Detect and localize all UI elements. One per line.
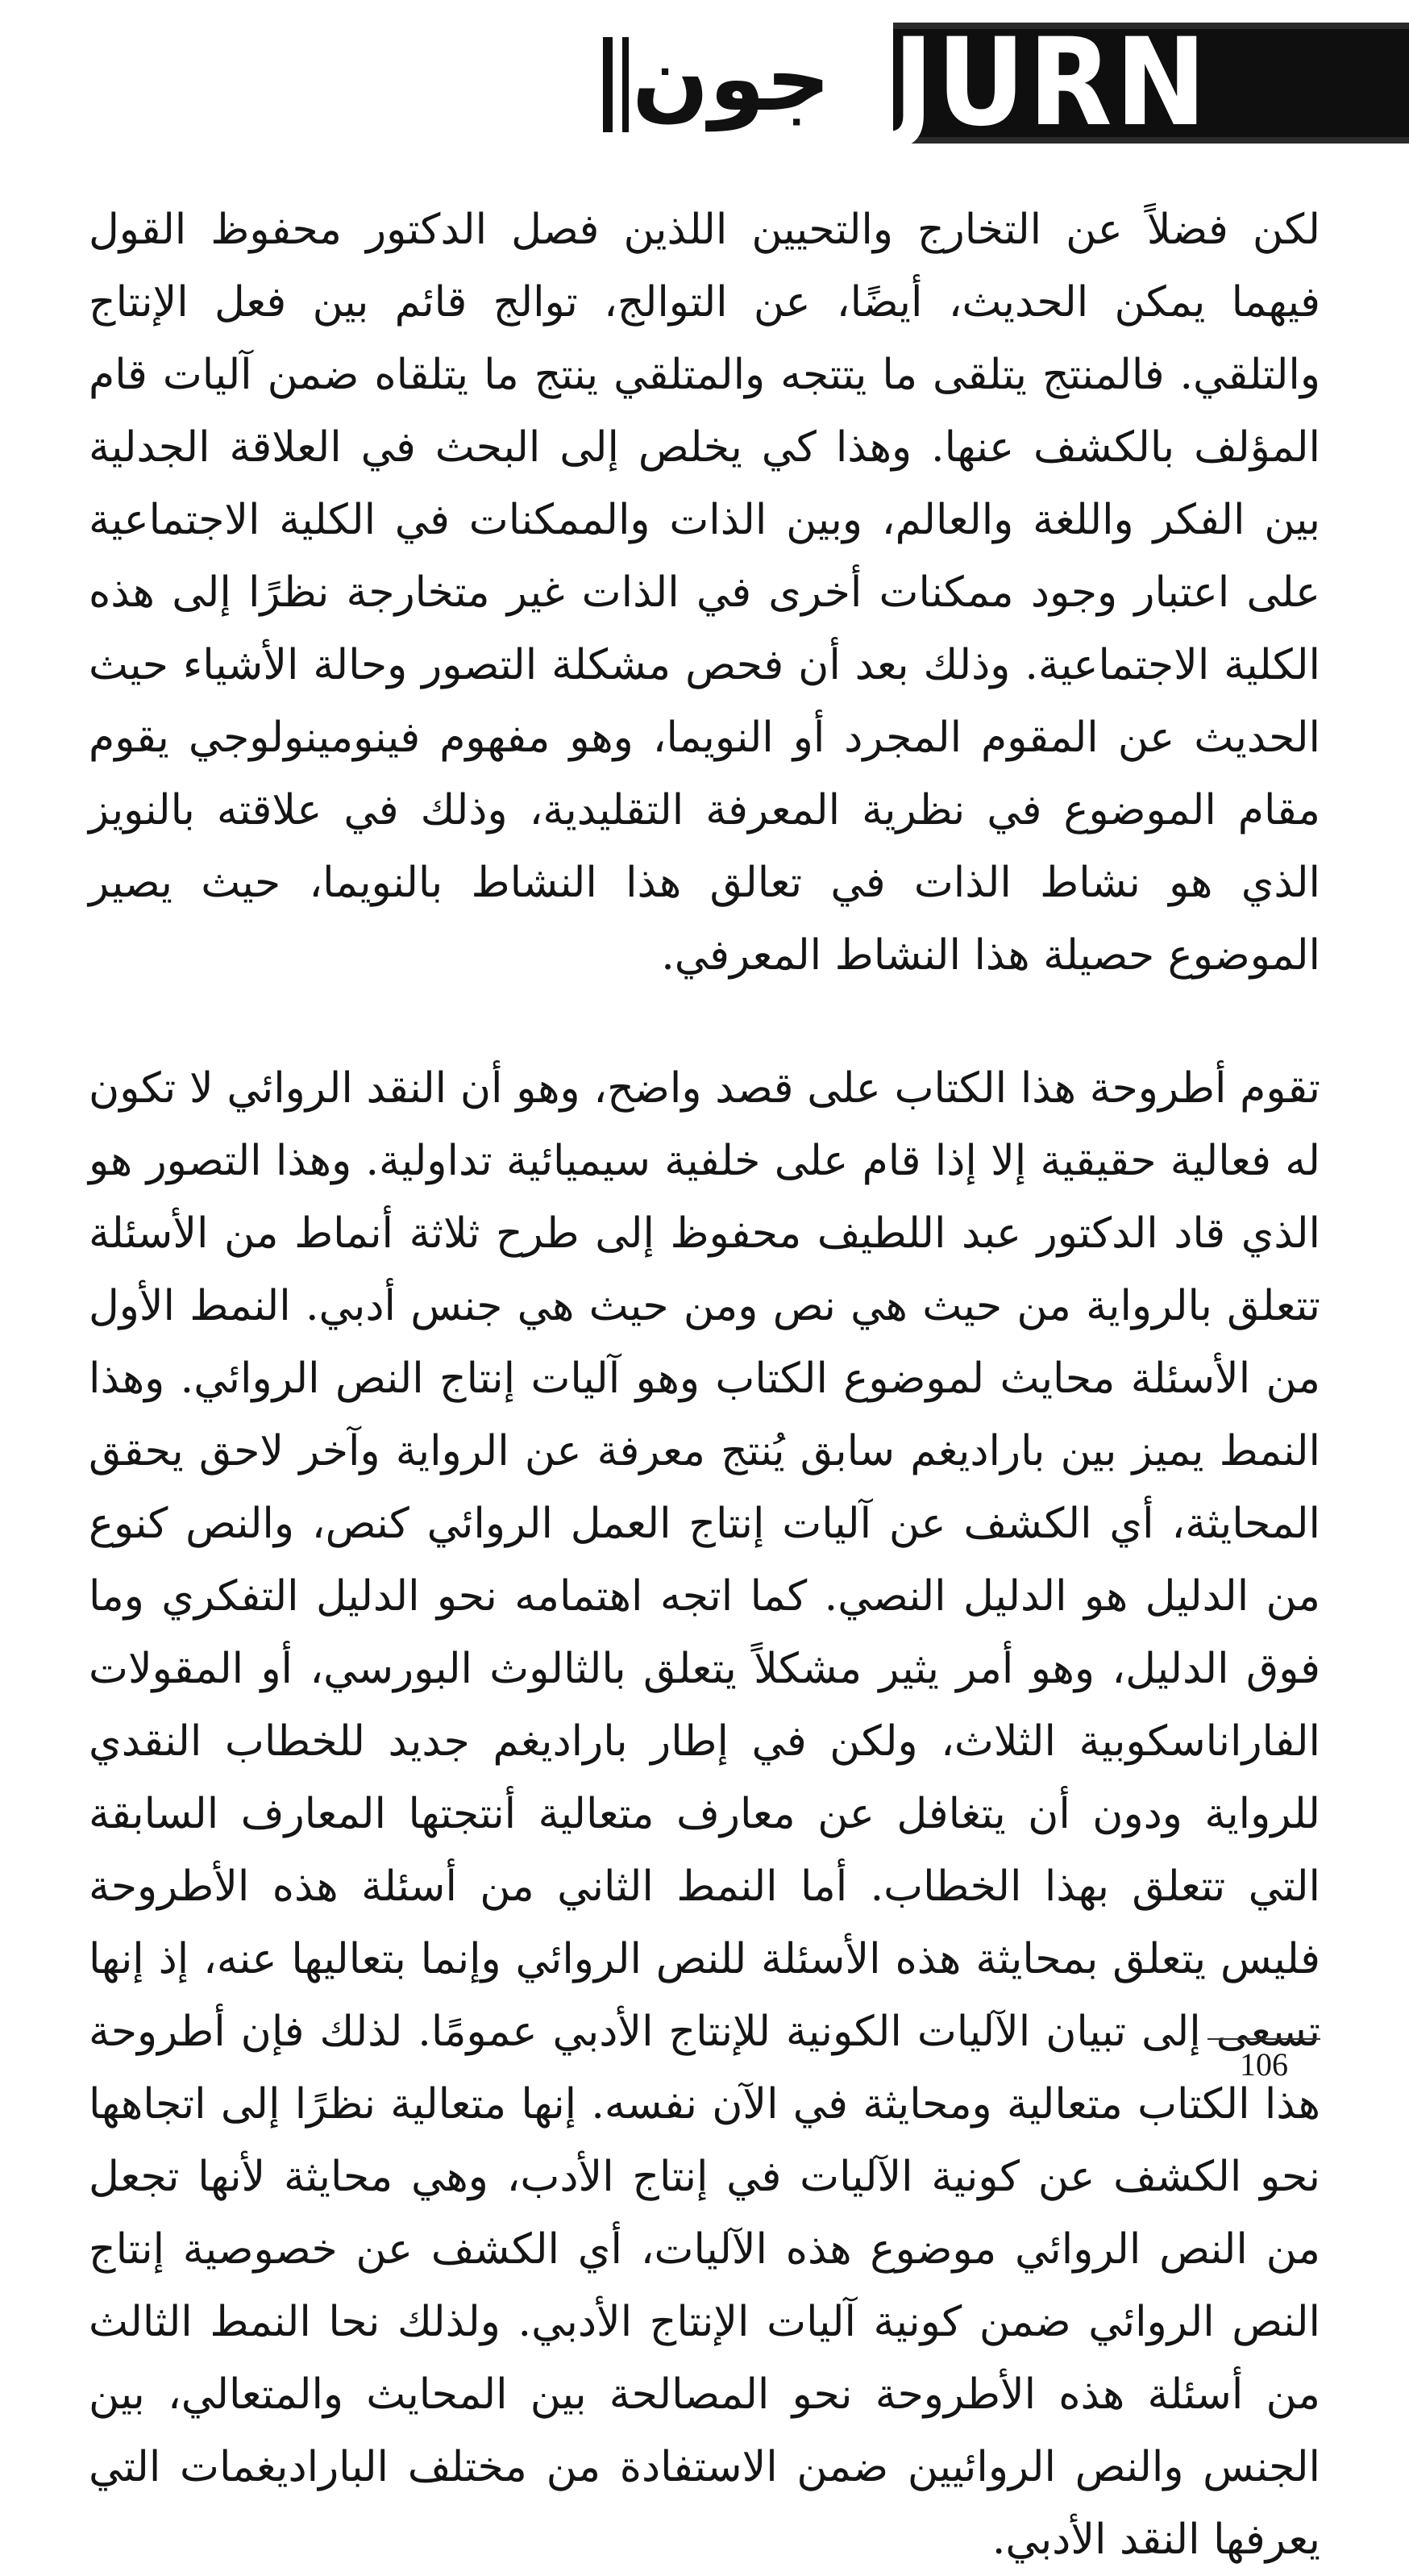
- masthead-arabic-title: جون: [632, 27, 831, 131]
- masthead-latin-title: [893, 12, 1385, 153]
- masthead-logo: [603, 12, 1409, 153]
- article-body: [89, 194, 1320, 2576]
- paragraph-2: تقوم أطروحة هذا الكتاب على قصد واضح، وهو أن النقد الروائي لا تكون له فعالية حقيقية إلا إذا قام على خلفية سيميائية تداولية. وهذا التصور هو الذي قاد الدكتور عبد اللطيف محفوظ إلى طرح ثلاثة أنماط من الأسئلة تتعلق بالرواية من حيث هي نص ومن حيث هي جنس أدبي. النمط الأول من الأسئلة محايث لموضوع الكتاب وهو آليات إنتاج النص الروائي. وهذا النمط يميز بين باراديغم سابق يُنتج معرفة عن الرواية وآخر لاحق يحقق المحايثة، أي الكشف عن آليات إنتاج العمل الروائي كنص، والنص كنوع من الدليل هو الدليل النصي. كما اتجه اهتمامه نحو الدليل التفكري وما فوق الدليل، وهو أمر يثير مشكلاً يتعلق بالثالوث البورسي، أو المقولات الفاراناسكوبية الثلاث، ولكن في إطار باراديغم جديد للخطاب النقدي للرواية ودون أن يتغافل عن معارف متعالية أنتجتها المعارف السابقة التي تتعلق بهذا الخطاب. أما النمط الثاني من أسئلة هذه الأطروحة فليس يتعلق بمحايثة هذه الأسئلة للنص الروائي وإنما بتعاليها عنه، إذ إنها تسعى إلى تبيان الآليات الكونية للإنتاج الأدبي عمومًا. لذلك فإن أطروحة هذا الكتاب متعالية ومحايثة في الآن نفسه. إنها متعالية نظرًا إلى اتجاهها نحو الكشف عن كونية الآليات في إنتاج الأدب، وهي محايثة لأنها تجعل من النص الروائي موضوع هذه الآليات، أي الكشف عن خصوصية إنتاج النص الروائي ضمن كونية آليات الإنتاج الأدبي. ولذلك نحا النمط الثالث من أسئلة هذه الأطروحة نحو المصالحة بين المحايث والمتعالي، بين الجنس والنص الروائيين ضمن الاستفادة من مختلف الباراديغمات التي يعرفها النقد الأدبي.: [89, 1064, 1320, 2564]
- masthead-latin-text: JURN: [893, 12, 1210, 153]
- page-number: 106: [1207, 2038, 1320, 2087]
- paragraph-1: لكن فضلاً عن التخارج والتحيين اللذين فصل الدكتور محفوظ القول فيهما يمكن الحديث، أيضًا، عن التوالج، توالج قائم بين فعل الإنتاج والتلقي. فالمنتج يتلقى ما يتتجه والمتلقي ينتج ما يتلقاه ضمن آليات قام المؤلف بالكشف عنها. وهذا كي يخلص إلى البحث في العلاقة الجدلية بين الفكر واللغة والعالم، وبين الذات والممكنات في الكلية الاجتماعية على اعتبار وجود ممكنات أخرى في الذات غير متخارجة نظرًا إلى هذه الكلية الاجتماعية. وذلك بعد أن فحص مشكلة التصور وحالة الأشياء حيث الحديث عن المقوم المجرد أو النويما، وهو مفهوم فينومينولوجي يقوم مقام الموضوع في نظرية المعرفة التقليدية، وذلك في علاقته بالنويز الذي هو نشاط الذات في تعالق هذا النشاط بالنويما، حيث يصير الموضوع حصيلة هذا النشاط المعرفي.: [89, 206, 1321, 980]
